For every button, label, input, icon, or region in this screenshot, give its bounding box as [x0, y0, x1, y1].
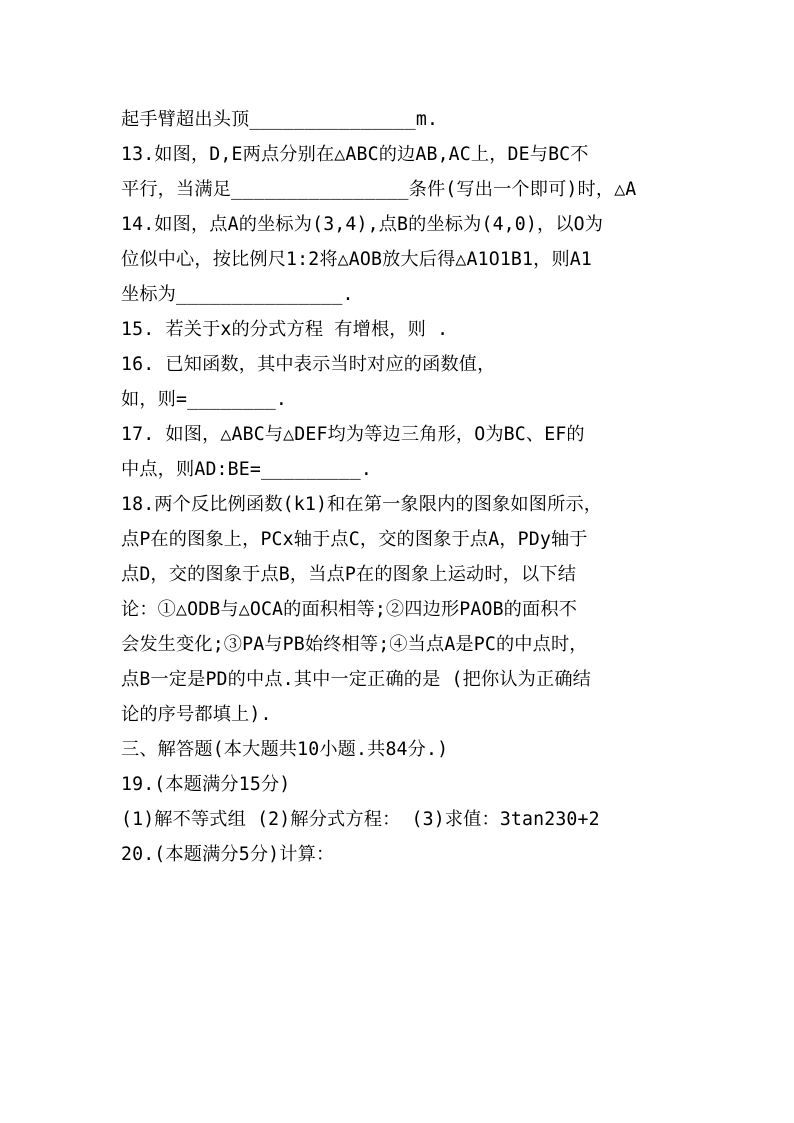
question-18-line-1: 18.两个反比例函数(k1)和在第一象限内的图象如图所示，	[121, 494, 603, 515]
question-14-line-2: 位似中心，按比例尺1:2将△AOB放大后得△A1O1B1，则A1	[121, 249, 592, 270]
question-18-line-5: 会发生变化;③PA与PB始终相等;④当点A是PC的中点时，	[121, 634, 588, 655]
question-19-header: 19.(本题满分15分)	[121, 774, 291, 795]
question-16-line-2: 如，则=________.	[121, 389, 288, 410]
question-15: 15. 若关于x的分式方程 有增根，则 .	[121, 319, 449, 340]
question-13-line-1: 13.如图，D,E两点分别在△ABC的边AB,AC上，DE与BC不	[121, 144, 589, 165]
document-text	[121, 102, 681, 872]
question-14-line-1: 14.如图，点A的坐标为(3,4),点B的坐标为(4,0)，以O为	[121, 214, 604, 235]
question-14-line-3: 坐标为_______________.	[121, 284, 354, 305]
section-heading: 三、解答题(本大题共10小题.共84分.)	[121, 739, 449, 760]
question-17-line-2: 中点，则AD:BE=_________.	[121, 459, 372, 480]
question-18-line-4: 论：①△ODB与△OCA的面积相等;②四边形PAOB的面积不	[121, 599, 578, 620]
question-20-header: 20.(本题满分5分)计算：	[121, 844, 335, 865]
question-18-line-7: 论的序号都填上).	[121, 704, 272, 725]
question-17-line-1: 17. 如图，△ABC与△DEF均为等边三角形，O为BC、EF的	[121, 424, 585, 445]
question-19-parts: (1)解不等式组 (2)解分式方程： (3)求值：3tan230+2	[121, 809, 600, 830]
question-18-line-2: 点P在的图象上，PCx轴于点C，交的图象于点A，PDy轴于	[121, 529, 588, 550]
question-13-line-2: 平行，当满足________________条件(写出一个即可)时，△A	[121, 179, 637, 200]
question-18-line-3: 点D，交的图象于点B，当点P在的图象上运动时，以下结	[121, 564, 577, 585]
text-line: 起手臂超出头顶_______________m.	[121, 109, 439, 130]
question-18-line-6: 点B一定是PD的中点.其中一定正确的是 (把你认为正确结	[121, 669, 592, 690]
question-16-line-1: 16. 已知函数，其中表示当时对应的函数值，	[121, 354, 496, 375]
